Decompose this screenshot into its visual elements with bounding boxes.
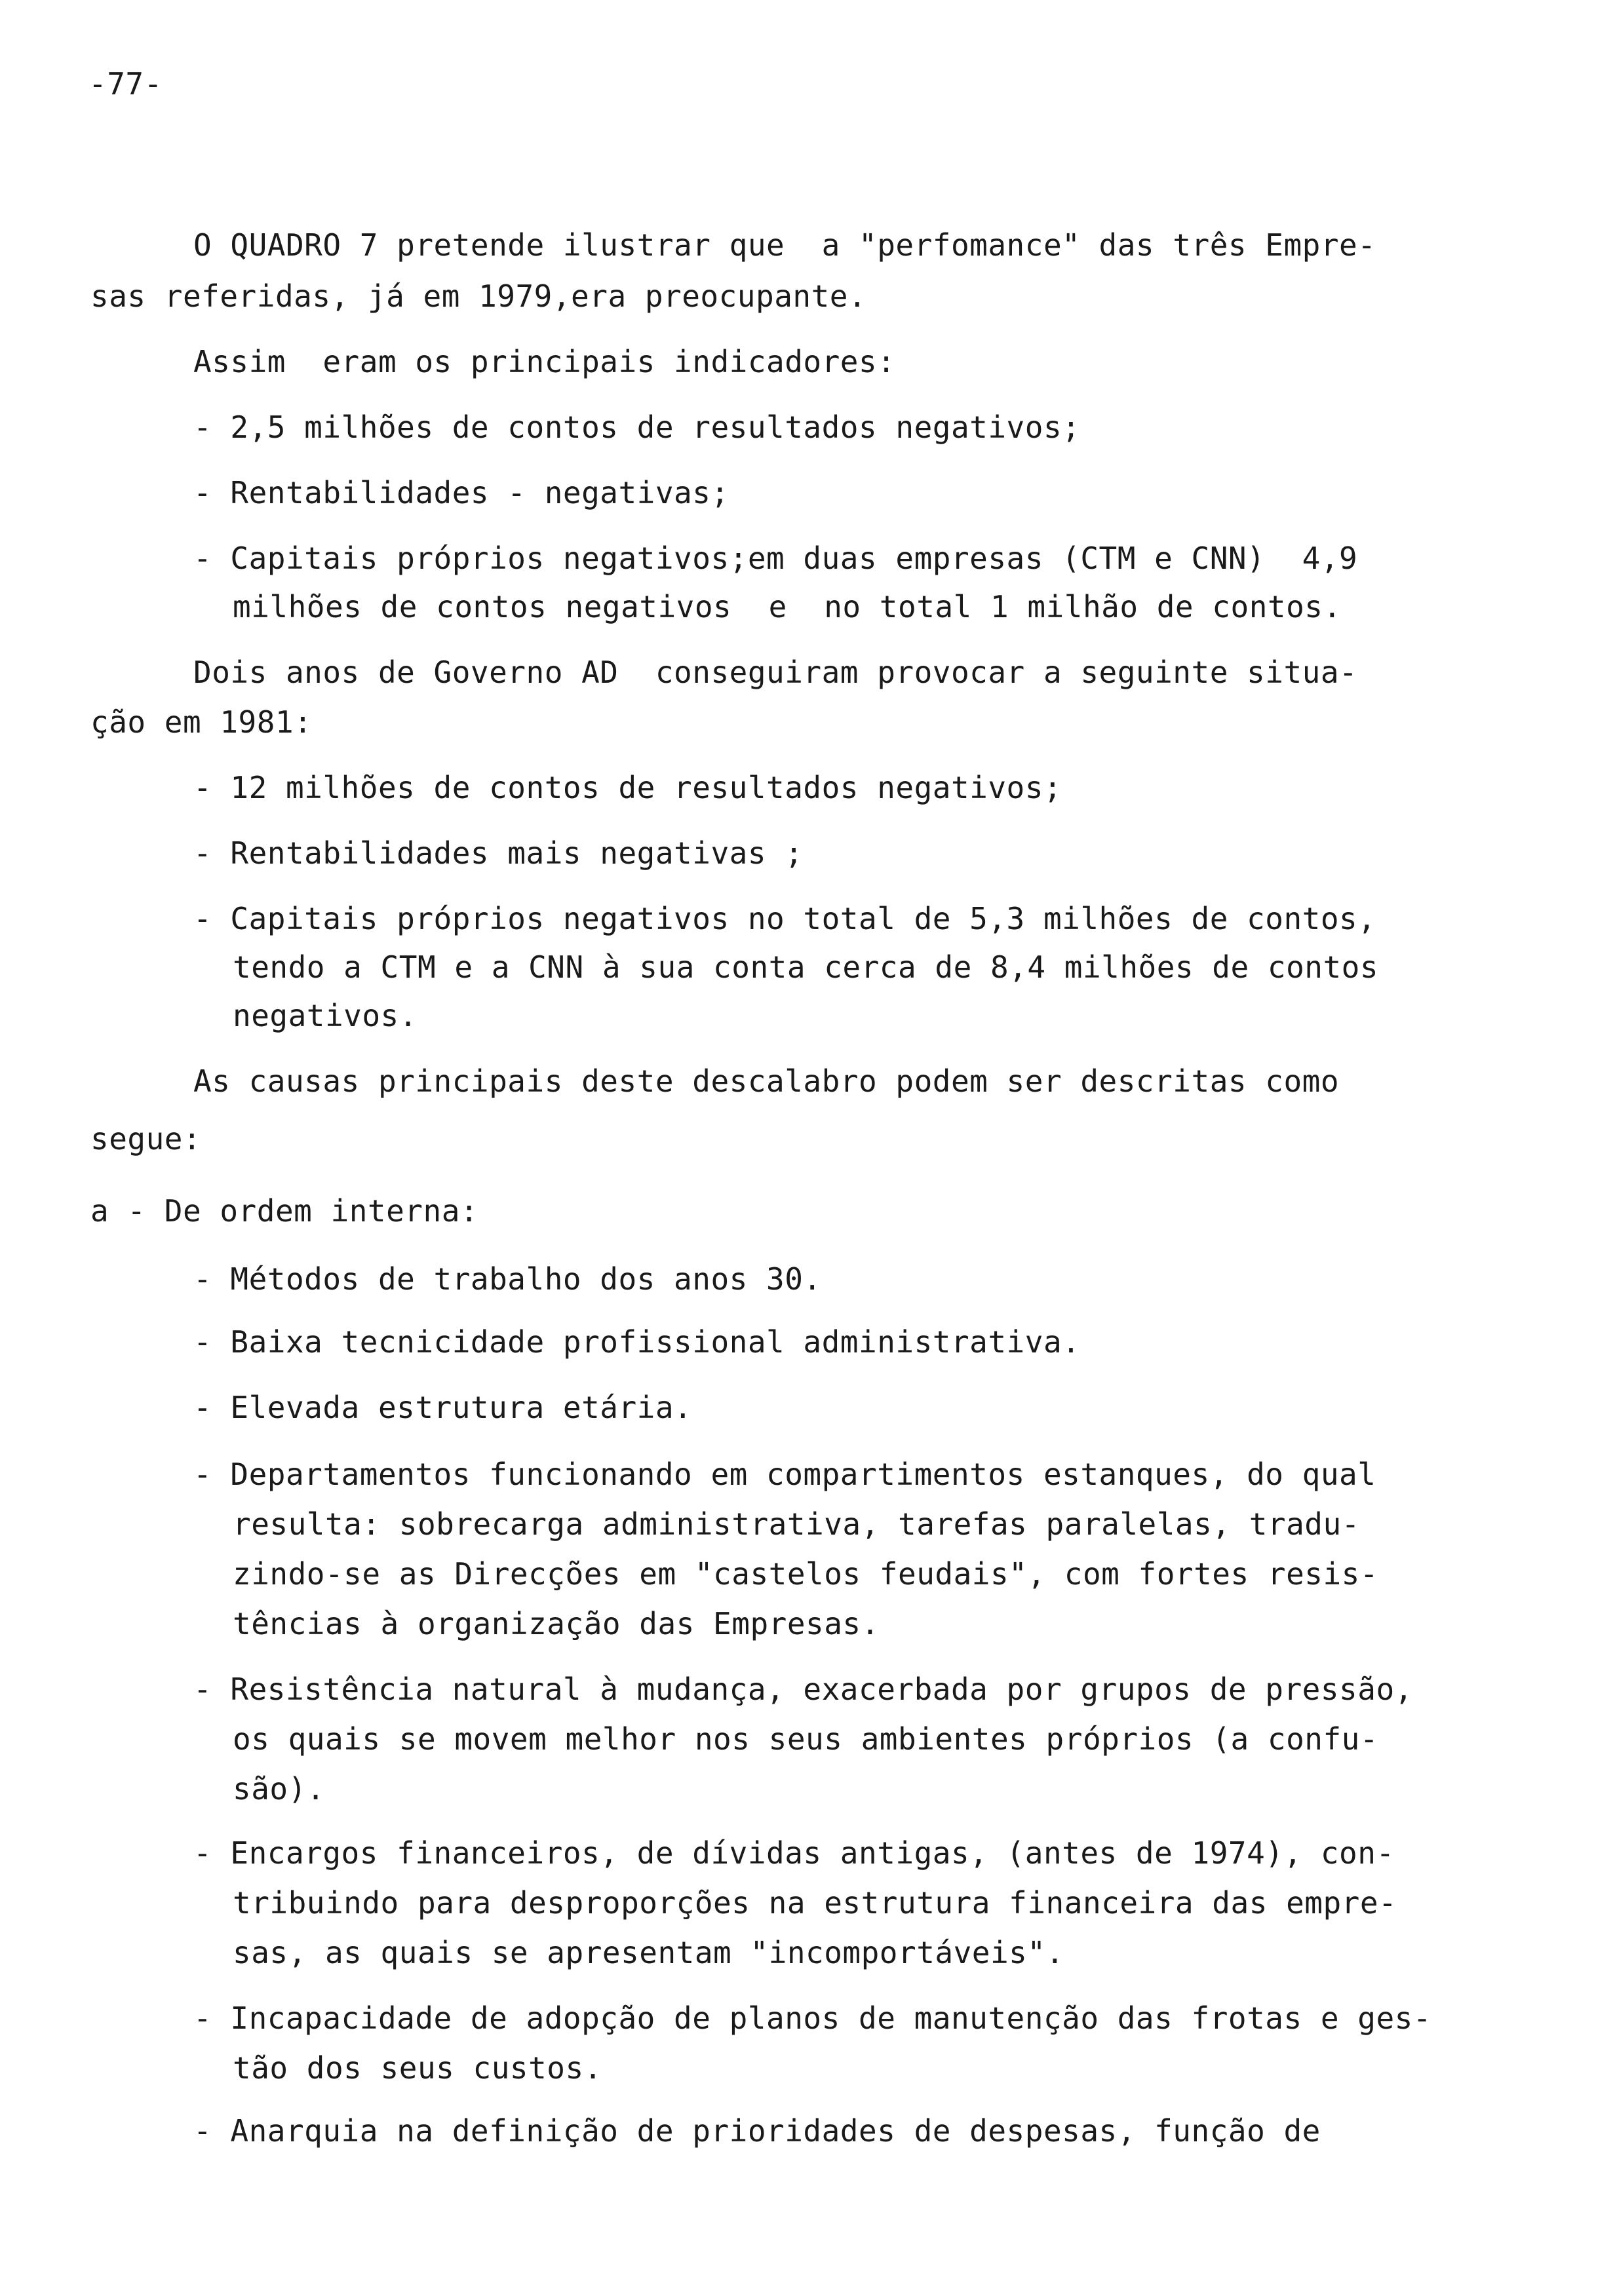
cause-departments-line-3: zindo-se as Direcções em "castelos feudais", com fortes resis-	[233, 1556, 1379, 1592]
cause-resistance-line-2: os quais se movem melhor nos seus ambientes próprios (a confu-	[233, 1721, 1379, 1757]
indicator-capital-1979-line-1: - Capitais próprios negativos;em duas empresas (CTM e CNN) 4,9	[193, 541, 1358, 576]
intro-line-1: O QUADRO 7 pretende ilustrar que a "perfomance" das três Empre-	[193, 227, 1376, 263]
cause-maintenance-line-2: tão dos seus custos.	[233, 2050, 602, 2086]
indicator-profitability-1981: - Rentabilidades mais negativas ;	[193, 835, 804, 871]
cause-anarchy-line-1: - Anarquia na definição de prioridades de despesas, função de	[193, 2113, 1321, 2149]
cause-departments-line-1: - Departamentos funcionando em compartimentos estanques, do qual	[193, 1457, 1376, 1492]
cause-age-structure: - Elevada estrutura etária.	[193, 1390, 693, 1425]
page-number: -77-	[88, 66, 163, 102]
indicator-profitability-1979: - Rentabilidades - negativas;	[193, 475, 730, 510]
cause-low-technicity: - Baixa tecnicidade profissional administrativa.	[193, 1324, 1081, 1360]
cause-charges-line-3: sas, as quais se apresentam "incomportáveis".	[233, 1935, 1064, 1970]
cause-charges-line-1: - Encargos financeiros, de dívidas antigas, (antes de 1974), con-	[193, 1835, 1395, 1871]
cause-departments-line-2: resulta: sobrecarga administrativa, tarefas paralelas, tradu-	[233, 1506, 1360, 1542]
cause-charges-line-2: tribuindo para desproporções na estrutura financeira das empre-	[233, 1885, 1397, 1921]
cause-departments-line-4: tências à organização das Empresas.	[233, 1606, 880, 1641]
causes-intro-line-2: segue:	[90, 1121, 202, 1157]
cause-resistance-line-1: - Resistência natural à mudança, exacerbada por grupos de pressão,	[193, 1672, 1413, 1707]
internal-heading: a - De ordem interna:	[90, 1193, 479, 1229]
intro-line-2: sas referidas, já em 1979,era preocupante.	[90, 278, 867, 314]
indicator-results-1979: - 2,5 milhões de contos de resultados negativos;	[193, 410, 1081, 445]
indicators-intro: Assim eram os principais indicadores:	[193, 344, 896, 379]
indicator-capital-1981-line-1: - Capitais próprios negativos no total de 5,3 milhões de contos,	[193, 901, 1376, 936]
causes-intro-line-1: As causas principais deste descalabro podem ser descritas como	[193, 1063, 1340, 1099]
cause-maintenance-line-1: - Incapacidade de adopção de planos de manutenção das frotas e ges-	[193, 2000, 1432, 2036]
indicator-capital-1981-line-2: tendo a CTM e a CNN à sua conta cerca de 8,4 milhões de contos	[233, 949, 1379, 985]
indicator-results-1981: - 12 milhões de contos de resultados negativos;	[193, 770, 1062, 805]
indicator-capital-1979-line-2: milhões de contos negativos e no total 1 milhão de contos.	[233, 589, 1342, 624]
indicator-capital-1981-line-3: negativos.	[233, 998, 418, 1033]
ad-government-line-2: ção em 1981:	[90, 704, 313, 740]
cause-resistance-line-3: são).	[233, 1771, 325, 1807]
ad-government-line-1: Dois anos de Governo AD conseguiram provocar a seguinte situa-	[193, 655, 1358, 690]
cause-methods: - Métodos de trabalho dos anos 30.	[193, 1261, 822, 1297]
